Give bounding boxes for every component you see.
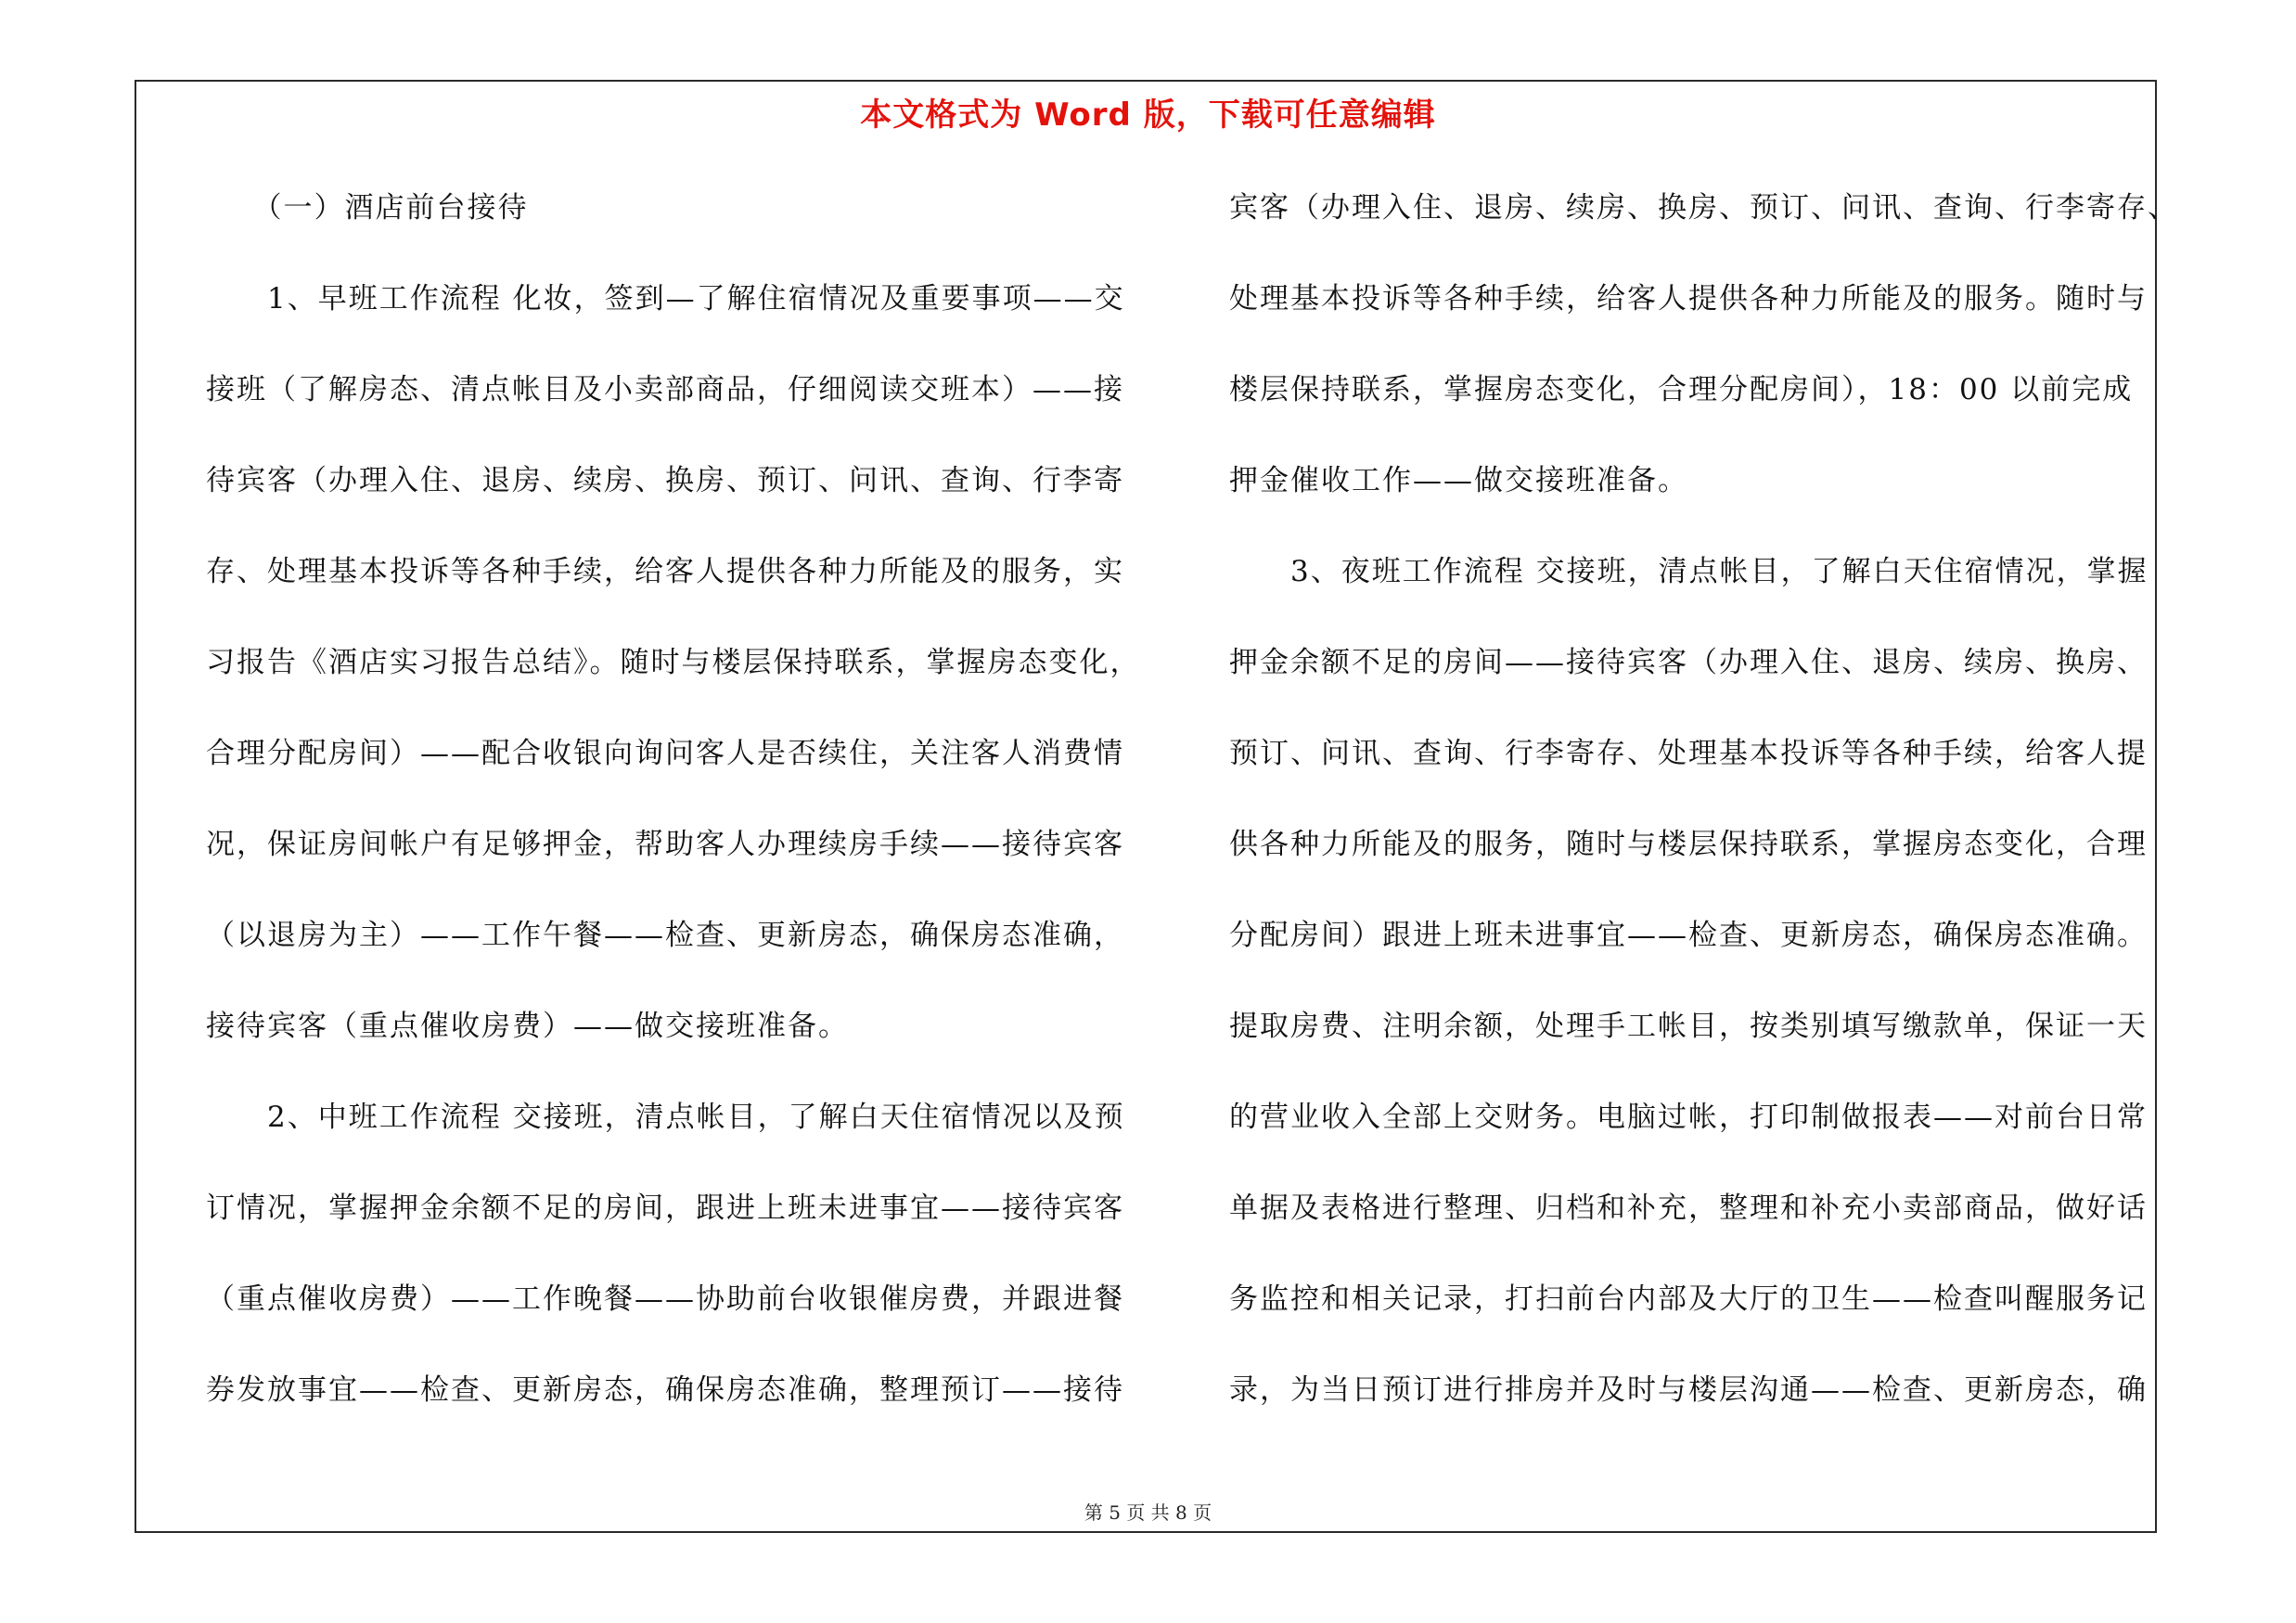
text-line: 提取房费、注明余额，处理手工帐目，按类别填写缴款单，保证一天 (1229, 1010, 2148, 1043)
page-number: 第 5 页 共 8 页 (1084, 1501, 1212, 1524)
text-line: 2、中班工作流程 交接班，清点帐目，了解白天住宿情况以及预 (206, 1101, 1125, 1134)
text-line: （一）酒店前台接待 (206, 191, 529, 225)
text-line: 供各种力所能及的服务，随时与楼层保持联系，掌握房态变化，合理 (1229, 828, 2148, 861)
text-line: （以退房为主）——工作午餐——检查、更新房态，确保房态准确， (206, 919, 1124, 952)
left-text-column (206, 162, 1141, 1436)
text-line: 录，为当日预订进行排房并及时与楼层沟通——检查、更新房态，确 (1229, 1373, 2148, 1407)
text-line: 3、夜班工作流程 交接班，清点帐目，了解白天住宿情况，掌握 (1229, 555, 2148, 588)
text-line: 况，保证房间帐户有足够押金，帮助客人办理续房手续——接待宾客 (206, 828, 1124, 861)
text-line: 楼层保持联系，掌握房态变化，合理分配房间），18：00 以前完成 (1229, 373, 2134, 406)
text-line: 务监控和相关记录，打扫前台内部及大厅的卫生——检查叫醒服务记 (1229, 1282, 2148, 1316)
right-text-column (1229, 162, 2199, 1436)
text-line: 分配房间）跟进上班未进事宜——检查、更新房态，确保房态准确。 (1229, 919, 2148, 952)
text-line: 存、处理基本投诉等各种手续，给客人提供各种力所能及的服务，实 (206, 555, 1124, 588)
text-line: 押金余额不足的房间——接待宾客（办理入住、退房、续房、换房、 (1229, 646, 2148, 679)
text-line: 习报告《酒店实习报告总结》。随时与楼层保持联系，掌握房态变化， (206, 646, 1141, 679)
text-line: 券发放事宜——检查、更新房态，确保房态准确，整理预订——接待 (206, 1373, 1124, 1407)
text-line: 单据及表格进行整理、归档和补充，整理和补充小卖部商品，做好话 (1229, 1191, 2148, 1225)
text-line: 押金催收工作——做交接班准备。 (1229, 464, 1688, 497)
text-line: 处理基本投诉等各种手续，给客人提供各种力所能及的服务。随时与 (1229, 282, 2148, 316)
text-line: 预订、问讯、查询、行李寄存、处理基本投诉等各种手续，给客人提 (1229, 737, 2148, 770)
text-line: 待宾客（办理入住、退房、续房、换房、预订、问讯、查询、行李寄 (206, 464, 1124, 497)
text-line: 的营业收入全部上交财务。电脑过帐，打印制做报表——对前台日常 (1229, 1101, 2148, 1134)
text-line: 接待宾客（重点催收房费）——做交接班准备。 (206, 1010, 849, 1043)
text-line: 宾客（办理入住、退房、续房、换房、预订、问讯、查询、行李寄存、 (1229, 191, 2178, 225)
text-line: （重点催收房费）——工作晚餐——协助前台收银催房费，并跟进餐 (206, 1282, 1124, 1316)
text-line: 订情况，掌握押金余额不足的房间，跟进上班未进事宜——接待宾客 (206, 1191, 1124, 1225)
text-line: 合理分配房间）——配合收银向询问客人是否续住，关注客人消费情 (206, 737, 1124, 770)
text-line: 1、早班工作流程 化妆，签到—了解住宿情况及重要事项——交 (206, 282, 1125, 316)
document-banner: 本文格式为 Word 版，下载可任意编辑 (860, 97, 1436, 134)
text-line: 接班（了解房态、清点帐目及小卖部商品，仔细阅读交班本）——接 (206, 373, 1124, 406)
